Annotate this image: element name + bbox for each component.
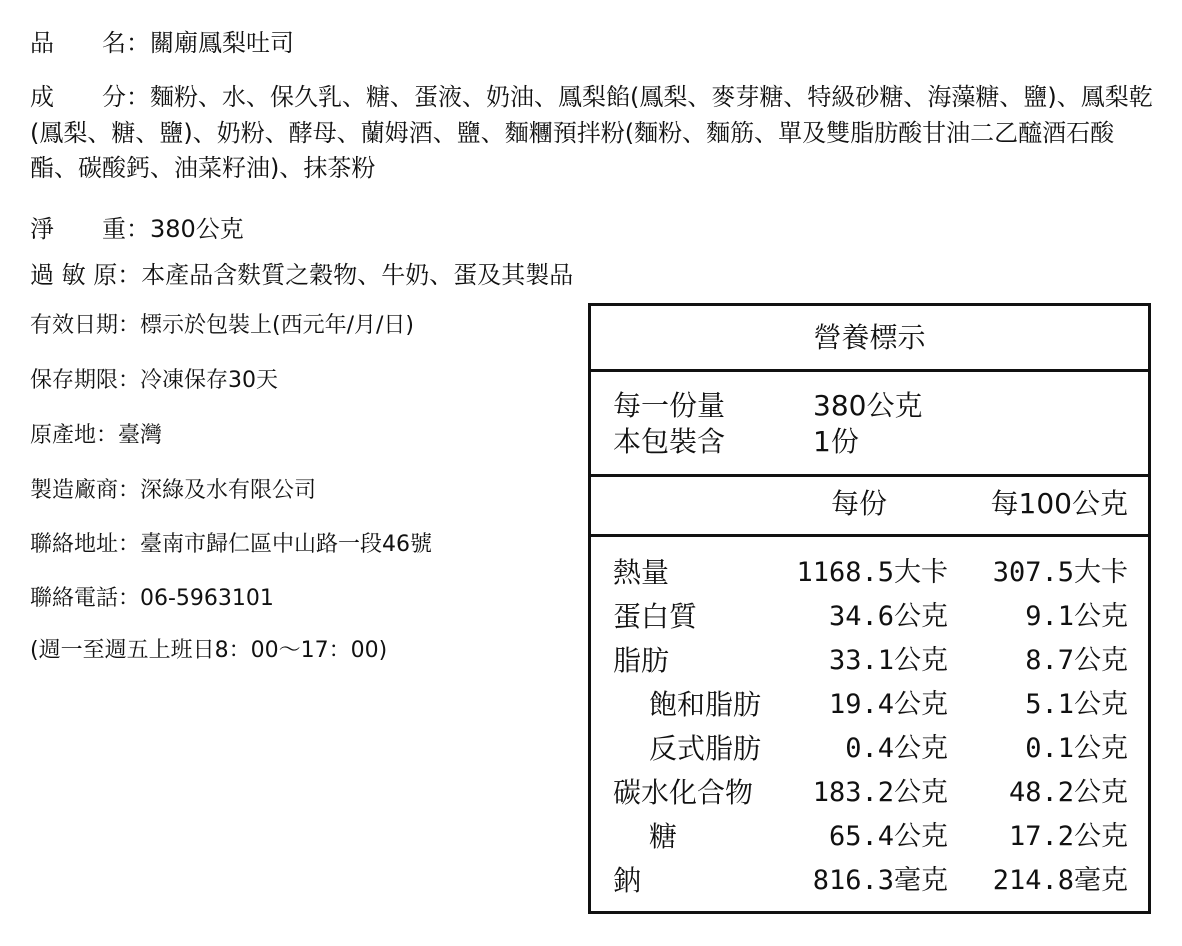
nutrient-per-serving: 34.6公克 [828,601,948,632]
serving-size-value: 380公克 [813,389,923,422]
nutrient-per-serving: 19.4公克 [828,689,948,720]
storage-period-line: 保存期限：冷凍保存30天 [30,368,278,393]
business-hours-line: (週一至週五上班日8：00～17：00) [30,638,388,663]
nutrient-name: 碳水化合物 [613,776,754,809]
nutrient-row [591,859,1148,903]
nutrient-row [591,551,1148,595]
nutrient-per-100g: 8.7公克 [1025,645,1128,676]
servings-per-package-value: 1份 [813,425,859,458]
nutrient-per-100g: 17.2公克 [1008,821,1128,852]
nutrition-facts-table [588,303,1151,914]
nutrition-divider [591,474,1148,477]
nutrient-name: 蛋白質 [613,600,698,633]
nutrient-row [591,727,1148,771]
ingredients-value: 麵粉、水、保久乳、糖、蛋液、奶油、鳳梨餡(鳳梨、麥芽糖、特級砂糖、海藻糖、鹽)、鳳梨乾(鳳梨、糖、鹽)、奶粉、酵母、蘭姆酒、鹽、麵糰預拌粉(麵粉、麵筋、單及雙脂肪酸甘油二乙醯酒石酸酯、碳酸鈣、油菜籽油)、抹茶粉 [30,83,1153,182]
nutrient-name: 反式脂肪 [649,732,762,765]
column-header-per-100g: 每100公克 [990,487,1128,520]
nutrient-per-serving: 183.2公克 [812,777,948,808]
nutrient-per-100g: 0.1公克 [1025,733,1128,764]
product-name-value: 關廟鳳梨吐司 [150,29,294,57]
allergen-line [30,262,573,288]
product-name-label: 品 名： [30,29,150,57]
nutrient-row [591,771,1148,815]
serving-size-label: 每一份量 [613,389,726,422]
net-weight-value: 380公克 [150,215,244,243]
nutrient-name: 鈉 [613,864,642,897]
nutrient-per-100g: 214.8毫克 [992,865,1128,896]
manufacturer-line: 製造廠商：深綠及水有限公司 [30,478,317,503]
nutrient-row [591,639,1148,683]
nutrient-row [591,595,1148,639]
nutrient-row [591,815,1148,859]
address-line: 聯絡地址：臺南市歸仁區中山路一段46號 [30,532,432,557]
nutrient-per-100g: 307.5大卡 [992,557,1128,588]
nutrient-name: 糖 [649,820,678,853]
servings-per-package-row [613,424,859,460]
nutrient-name: 脂肪 [613,644,670,677]
product-name-line [30,30,294,56]
nutrient-per-100g: 48.2公克 [1008,777,1128,808]
nutrient-row [591,683,1148,727]
net-weight-label: 淨 重： [30,215,150,243]
nutrient-name: 飽和脂肪 [649,688,762,721]
servings-per-package-label: 本包裝含 [613,425,726,458]
origin-line: 原產地：臺灣 [30,423,163,448]
nutrition-divider [591,534,1148,537]
nutrition-divider [591,369,1148,372]
nutrient-per-serving: 0.4公克 [845,733,948,764]
serving-size-row [613,388,923,424]
nutrition-title: 營養標示 [813,321,926,354]
column-header-per-serving: 每份 [831,487,888,520]
nutrient-per-100g: 5.1公克 [1025,689,1128,720]
nutrient-name: 熱量 [613,556,670,589]
ingredients-block [30,80,1155,187]
allergen-label: 過 敏 原： [30,261,142,289]
nutrient-per-serving: 816.3毫克 [812,865,948,896]
net-weight-line [30,216,244,242]
expiry-date-line: 有效日期：標示於包裝上(西元年/月/日) [30,313,414,338]
allergen-value: 本產品含麩質之穀物、牛奶、蛋及其製品 [141,261,574,289]
nutrient-per-100g: 9.1公克 [1025,601,1128,632]
nutrient-per-serving: 33.1公克 [828,645,948,676]
ingredients-label: 成 分： [30,83,150,111]
nutrient-per-serving: 65.4公克 [828,821,948,852]
phone-line: 聯絡電話：06-5963101 [30,586,274,611]
nutrient-per-serving: 1168.5大卡 [796,557,948,588]
